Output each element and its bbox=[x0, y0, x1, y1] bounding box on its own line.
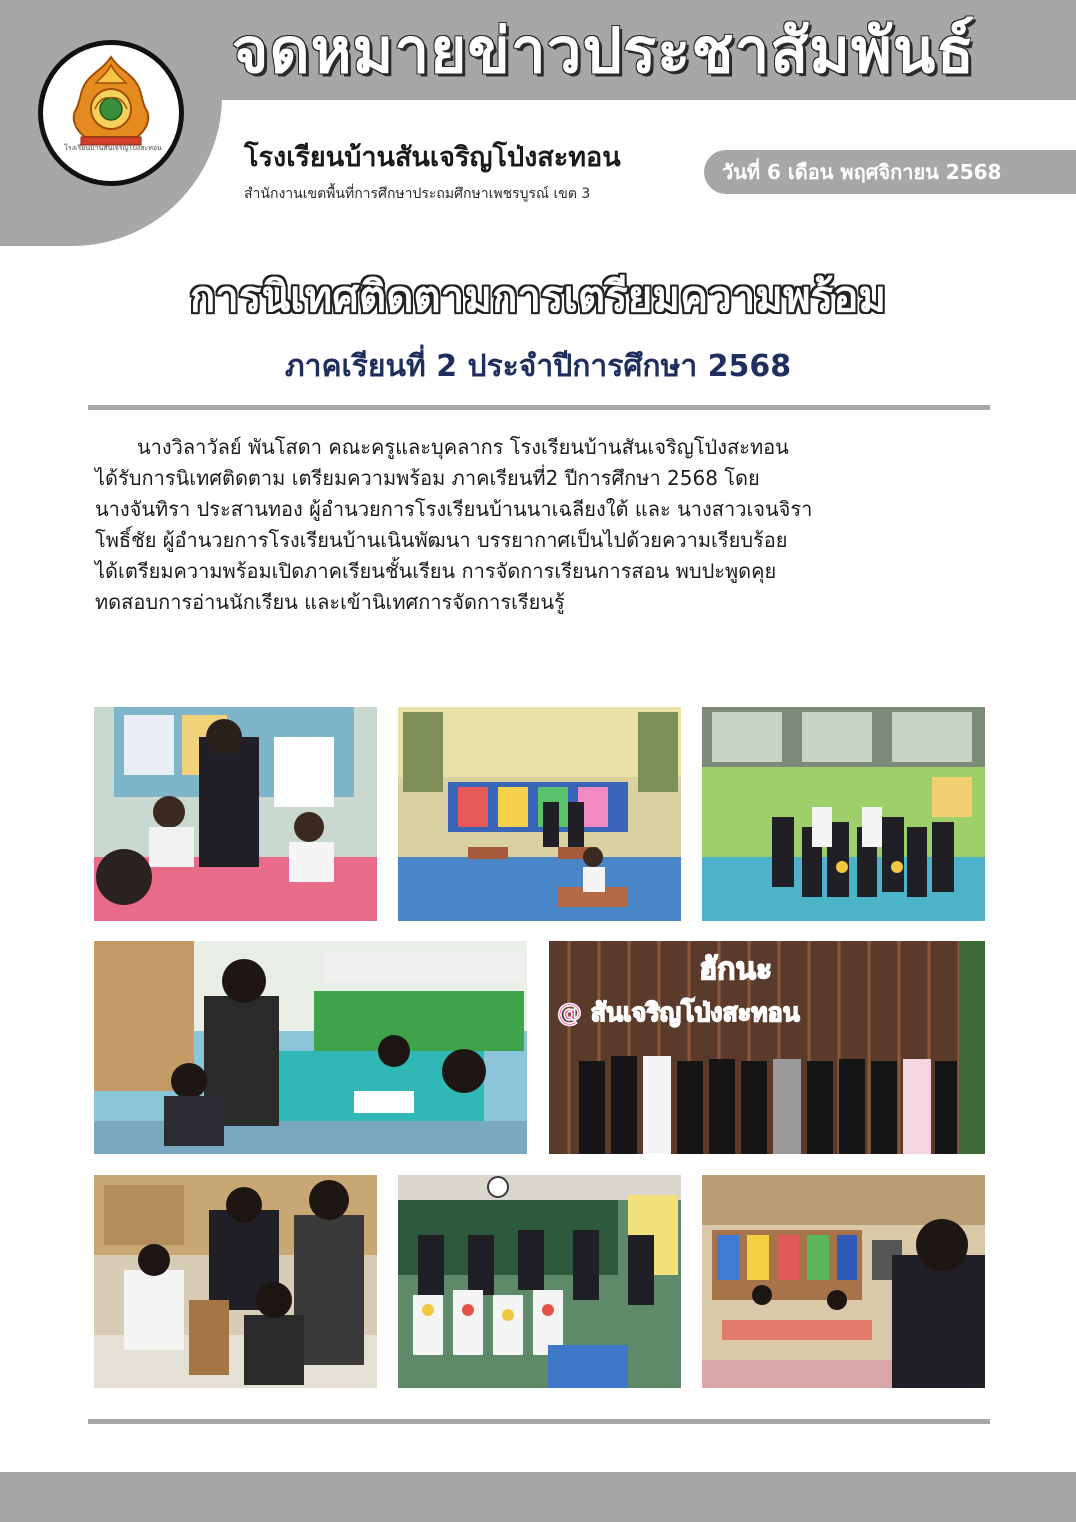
photo-group-classroom bbox=[702, 707, 985, 921]
footer-band bbox=[0, 1472, 1076, 1522]
photo-classroom-reading bbox=[94, 707, 377, 921]
school-name: โรงเรียนบ้านสันเจริญโป่งสะทอน bbox=[244, 142, 621, 173]
divider-top bbox=[88, 405, 990, 410]
photo-group-banner bbox=[549, 941, 985, 1154]
body-line: ได้รับการนิเทศติดตาม เตรียมความพร้อม ภาคเรียนที่2 ปีการศึกษา 2568 โดย bbox=[95, 466, 760, 490]
newsletter-title: จดหมายข่าวประชาสัมพันธ์ bbox=[232, 14, 976, 87]
body-line: ทดสอบการอ่านนักเรียน และเข้านิเทศการจัดการเรียนรู้ bbox=[95, 590, 565, 614]
article-title: การนิเทศติดตามการเตรียมความพร้อม bbox=[189, 272, 887, 321]
body-line: ได้เตรียมความพร้อมเปิดภาคเรียนชั้นเรียน การจัดการเรียนการสอน พบปะพูดคุย bbox=[95, 559, 777, 583]
school-logo bbox=[38, 40, 184, 186]
body-line: โพธิ์ชัย ผู้อำนวยการโรงเรียนบ้านเนินพัฒนา บรรยากาศเป็นไปด้วยความเรียบร้อย bbox=[95, 528, 788, 552]
photo-classroom-observation bbox=[702, 1175, 985, 1388]
body-line: นางวิลาวัลย์ พันโสดา คณะครูและบุคลากร โรงเรียนบ้านสันเจริญโป่งสะทอน bbox=[137, 435, 789, 459]
education-office: สำนักงานเขตพื้นที่การศึกษาประถมศึกษาเพชรบูรณ์ เขต 3 bbox=[244, 186, 591, 202]
divider-bottom bbox=[88, 1419, 990, 1424]
logo-panel bbox=[0, 0, 222, 246]
body-line: นางจันทิรา ประสานทอง ผู้อำนวยการโรงเรียนบ้านนาเฉลียงใต้ และ นางสาวเจนจิรา bbox=[95, 497, 813, 521]
banner-text-love: ฮักนะ bbox=[699, 952, 773, 987]
photo-students-playing-blocks bbox=[94, 1175, 377, 1388]
photo-classroom-desks bbox=[398, 707, 681, 921]
logo-caption: โรงเรียนบ้านสันเจริญโป่งสะทอน bbox=[64, 144, 162, 152]
photo-students-flowers bbox=[398, 1175, 681, 1388]
issue-date: วันที่ 6 เดือน พฤศจิกายน 2568 bbox=[722, 160, 1002, 184]
school-emblem-icon bbox=[51, 51, 171, 175]
date-badge bbox=[704, 150, 1076, 194]
article-body bbox=[95, 432, 985, 662]
banner-text-school: @ สันเจริญโป่งสะทอน bbox=[557, 998, 800, 1027]
article-subtitle: ภาคเรียนที่ 2 ประจำปีการศึกษา 2568 bbox=[284, 349, 792, 384]
photo-teacher-checking-work bbox=[94, 941, 527, 1154]
